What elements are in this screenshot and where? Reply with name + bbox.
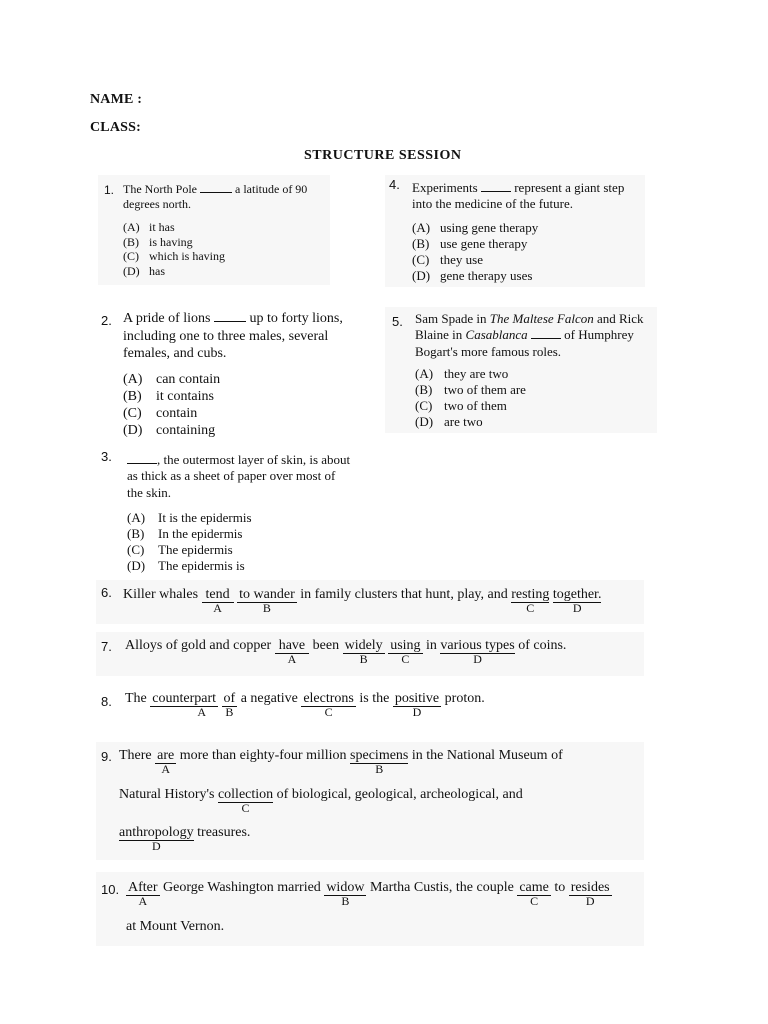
choice-letter-a: A [287,652,297,667]
choice-letter-c: C [530,894,539,909]
stem-text: as thick as a sheet of paper over most of [127,468,336,484]
underlined-segment-c[interactable]: using C [390,638,421,667]
answer-blank [200,184,232,193]
option-d[interactable]: (D) are two [415,413,483,429]
stem-text: the skin. [127,484,172,500]
question-6-sentence: Killer whales tend A to wander B in family clusters that hunt, play, and resting C together. D [123,587,602,616]
choice-letter-a: A [197,705,207,720]
stem-text: including one to three males, several [123,328,329,344]
question-number: 1. [104,183,115,197]
option-b[interactable]: (B) is having [123,234,193,249]
class-label: CLASS: [90,120,141,135]
option-d[interactable]: (D) has [123,263,165,278]
underlined-segment-a[interactable]: After A [128,880,158,909]
choice-letter-b: B [225,705,234,720]
question-number: 9. [101,749,112,764]
underlined-segment-a[interactable]: have A [275,638,309,654]
underlined-segment-b[interactable]: widow B [326,880,365,909]
question-9-line-1: There are A more than eighty-four million specimens B in the National Museum of [119,748,563,777]
option-a[interactable]: (A) can contain [123,372,221,387]
underlined-segment-a[interactable]: counterpart A [152,691,217,720]
answer-blank [127,454,157,464]
choice-letter-d: D [473,652,482,667]
question-2-stem [123,310,383,363]
question-4-options [412,220,538,283]
question-number: 4. [389,177,400,192]
choice-letter-c: C [241,801,250,816]
stem-text: into the medicine of the future. [412,196,574,212]
stem-text: a latitude of 90 [235,182,308,196]
underlined-segment-a[interactable]: tend A [202,587,234,603]
choice-letter-c: C [401,652,410,667]
choice-letter-d: D [572,601,582,616]
option-a[interactable]: (A) they are two [415,366,509,381]
question-9-line-2: Natural History's collection C of biological, geological, archeological, and [119,787,523,816]
question-number: 6. [101,585,112,600]
choice-letter-d: D [151,839,161,854]
underlined-segment-b[interactable]: specimens B [350,748,409,777]
question-3-options [127,510,252,573]
underlined-segment-d[interactable]: positive D [394,691,440,720]
question-number: 3. [101,449,112,464]
answer-blank [214,311,246,322]
stem-text: Blaine in [415,327,463,343]
choice-letter-a: A [213,601,222,616]
stem-text: Bogart's more famous roles. [415,343,562,359]
option-d[interactable]: (D) The epidermis is [127,557,245,573]
choice-letter-c: C [526,601,535,616]
film-title: The Maltese Falcon [489,311,594,326]
question-number: 8. [101,694,112,709]
underlined-segment-b[interactable]: to wander B [239,587,295,616]
option-d[interactable]: (D) gene therapy uses [412,267,533,283]
stem-text: Experiments [412,180,478,195]
underlined-segment-d[interactable]: various types D [440,638,515,667]
choice-letter-b: B [262,601,271,616]
question-4-stem [412,180,652,213]
question-number: 5. [392,314,403,329]
stem-text: females, and cubs. [123,346,227,361]
question-9-line-3: anthropology D treasures. [119,825,251,854]
stem-text: , the outermost layer of skin, is about [157,452,351,467]
question-5-stem [415,311,665,360]
underlined-segment-c[interactable]: came C [519,880,549,909]
stem-text: and Rick [596,311,644,326]
answer-blank [481,182,511,192]
underlined-segment-c[interactable]: collection C [217,787,274,816]
question-1-stem [123,182,333,212]
choice-letter-c: C [324,705,333,720]
question-3-stem [127,452,392,501]
stem-text: A pride of lions [123,311,211,326]
question-2-options [123,371,220,439]
question-7-sentence: Alloys of gold and copper have A been widely B using C in various types D of coins. [125,638,567,667]
option-a[interactable]: (A) It is the epidermis [127,510,252,525]
option-c[interactable]: (C) they use [412,251,483,267]
option-c[interactable]: (C) The epidermis [127,541,233,557]
choice-letter-a: A [161,762,171,777]
question-1-options [123,220,225,279]
option-b[interactable]: (B) two of them are [415,381,526,397]
option-c[interactable]: (C) two of them [415,397,507,413]
underlined-segment-b[interactable]: of B [223,691,236,720]
stem-text: degrees north. [123,197,191,211]
underlined-segment-c[interactable]: electrons C [303,691,354,720]
option-b[interactable]: (B) In the epidermis [127,525,243,541]
option-c[interactable]: (C) contain [123,406,198,422]
question-5-options [415,366,526,429]
stem-text: Sam Spade in [415,311,487,326]
option-b[interactable]: (B) use gene therapy [412,235,528,251]
underlined-segment-d[interactable]: resides D [570,880,610,909]
choice-letter-d: D [412,705,422,720]
choice-letter-d: D [585,894,595,909]
stem-text: The North Pole [123,182,197,196]
choice-letter-a: A [138,894,148,909]
option-b[interactable]: (B) it contains [123,389,214,405]
underlined-segment-a[interactable]: are A [157,748,175,777]
choice-letter-b: B [341,894,350,909]
answer-blank [531,329,561,339]
question-10-line-1: After A George Washington married widow B Martha Custis, the couple came C to resides D [128,880,610,909]
question-number: 10. [101,882,120,897]
stem-text: up to forty lions, [249,311,343,326]
page-title: STRUCTURE SESSION [304,148,462,163]
underlined-segment-c[interactable]: resting C [511,587,550,616]
question-number: 2. [101,313,112,328]
question-10-line-2: at Mount Vernon. [126,919,225,934]
option-a[interactable]: (A) using gene therapy [412,220,539,235]
choice-letter-b: B [359,652,368,667]
underlined-segment-b[interactable]: widely B [344,638,383,667]
option-d[interactable]: (D) containing [123,423,216,439]
name-label: NAME : [90,92,143,107]
stem-text: of Humphrey [564,327,634,343]
question-8-sentence: The counterpart A of B a negative electrons C is the positive D proton. [125,691,485,720]
film-title: Casablanca [465,327,528,343]
stem-text: represent a giant step [514,180,625,195]
option-c[interactable]: (C) which is having [123,249,225,264]
choice-letter-b: B [375,762,384,777]
underlined-segment-d[interactable]: together. D [552,587,602,616]
question-number: 7. [101,639,112,654]
option-a[interactable]: (A) it has [123,220,175,234]
underlined-segment-d[interactable]: anthropology D [119,825,194,854]
